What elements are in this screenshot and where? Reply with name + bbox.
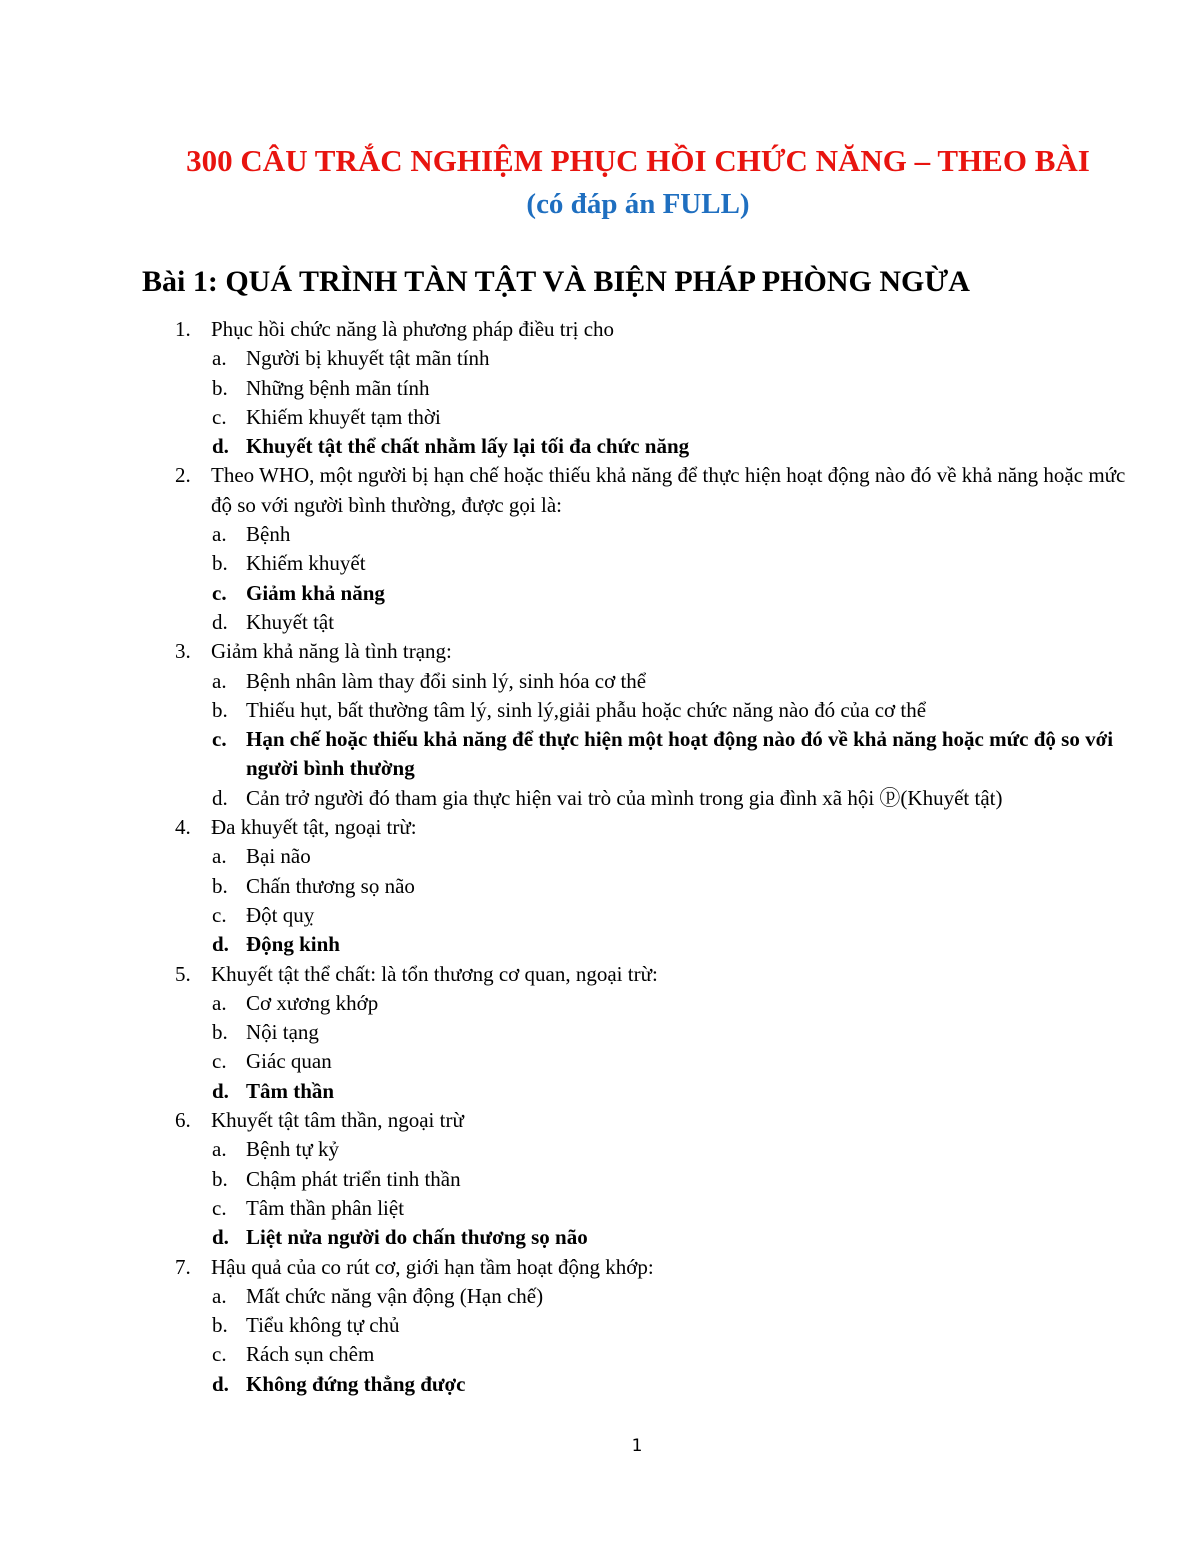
question-stem [0, 315, 1200, 344]
option-text: Khiếm khuyết tạm thời [246, 404, 441, 429]
question-stem [0, 461, 1200, 520]
option-letter: b. [212, 697, 228, 722]
question-text: Khuyết tật tâm thần, ngoại trừ [211, 1108, 464, 1133]
option-text: Khuyết tật [246, 609, 335, 634]
answer-option [0, 1340, 1200, 1369]
option-list [0, 989, 1200, 1106]
question-number: 6. [175, 1108, 191, 1133]
question-item [0, 461, 1200, 637]
question-item [0, 1253, 1200, 1399]
option-list [0, 520, 1200, 637]
answer-option [0, 403, 1200, 432]
option-letter: d. [212, 1078, 229, 1103]
option-letter: b. [212, 1020, 228, 1045]
answer-option [0, 374, 1200, 403]
option-text: Giảm khả năng [246, 580, 385, 605]
option-text: Không đứng thẳng được [246, 1371, 466, 1396]
document-subtitle: (có đáp án FULL) [526, 188, 750, 220]
answer-option [0, 667, 1200, 696]
option-list [0, 667, 1200, 813]
option-text: Tâm thần phân liệt [246, 1195, 405, 1220]
option-text: Tâm thần [246, 1078, 335, 1103]
option-text: Liệt nửa người do chấn thương sọ não [246, 1225, 588, 1250]
option-letter: a. [212, 1283, 227, 1308]
option-text: Bệnh [246, 522, 291, 547]
option-letter: a. [212, 522, 227, 547]
option-letter: a. [212, 668, 227, 693]
question-item [0, 960, 1200, 1106]
option-text: Nội tạng [246, 1020, 319, 1045]
question-text: Khuyết tật thể chất: là tổn thương cơ quan, ngoại trừ: [211, 961, 658, 986]
option-text: Những bệnh mãn tính [246, 375, 430, 400]
option-letter: c. [212, 580, 227, 605]
question-text: Hậu quả của co rút cơ, giới hạn tầm hoạt động khớp: [211, 1254, 654, 1279]
question-number: 2. [175, 463, 191, 488]
question-item [0, 813, 1200, 959]
answer-option [0, 344, 1200, 373]
question-text: Giảm khả năng là tình trạng: [211, 639, 452, 664]
option-letter: a. [212, 346, 227, 371]
question-list [0, 315, 1200, 1399]
option-letter: b. [212, 375, 228, 400]
question-number: 7. [175, 1254, 191, 1279]
question-text: Đa khuyết tật, ngoại trừ: [211, 815, 417, 840]
option-text: Đột quỵ [246, 902, 315, 927]
option-letter: d. [212, 1225, 229, 1250]
option-letter: c. [212, 1195, 227, 1220]
option-letter: a. [212, 990, 227, 1015]
question-stem [0, 1106, 1200, 1135]
answer-option [0, 1135, 1200, 1164]
option-letter: d. [212, 932, 229, 957]
option-text: Giác quan [246, 1049, 332, 1074]
option-letter: c. [212, 902, 227, 927]
question-item [0, 1106, 1200, 1252]
option-text: Cản trở người đó tham gia thực hiện vai trò của mình trong gia đình xã hội ⓟ(Khuyết tật) [246, 785, 1003, 810]
option-text: Hạn chế hoặc thiếu khả năng để thực hiện một hoạt động nào đó về khả năng hoặc mức độ so với người bình thường [246, 727, 1114, 781]
correct-answer-option [0, 1223, 1200, 1252]
page-number: 1 [631, 1436, 643, 1456]
option-letter: a. [212, 844, 227, 869]
option-letter: b. [212, 873, 228, 898]
option-letter: c. [212, 727, 227, 752]
option-text: Bệnh tự kỷ [246, 1137, 340, 1162]
option-letter: a. [212, 1137, 227, 1162]
question-text: Phục hồi chức năng là phương pháp điều trị cho [211, 317, 615, 341]
question-number: 4. [175, 815, 191, 840]
option-text: Mất chức năng vận động (Hạn chế) [246, 1283, 544, 1308]
option-text: Bại não [246, 844, 311, 869]
option-text: Tiểu không tự chủ [246, 1313, 400, 1338]
option-letter: c. [212, 1049, 227, 1074]
option-text: Chấn thương sọ não [246, 873, 415, 898]
correct-answer-option [0, 725, 1200, 784]
option-letter: c. [212, 404, 227, 429]
question-stem [0, 637, 1200, 666]
correct-answer-option [0, 432, 1200, 461]
option-letter: c. [212, 1342, 227, 1367]
lesson-heading: Bài 1: QUÁ TRÌNH TÀN TẬT VÀ BIỆN PHÁP PHÒNG NGỪA [142, 265, 970, 298]
answer-option [0, 549, 1200, 578]
correct-answer-option [0, 930, 1200, 959]
option-list [0, 1135, 1200, 1252]
option-text: Rách sụn chêm [246, 1342, 375, 1367]
question-item [0, 315, 1200, 461]
question-stem [0, 960, 1200, 989]
answer-option [0, 1194, 1200, 1223]
answer-option [0, 872, 1200, 901]
option-letter: d. [212, 785, 228, 810]
question-number: 5. [175, 961, 191, 986]
answer-option [0, 784, 1200, 813]
option-text: Động kinh [246, 932, 340, 957]
question-stem [0, 1253, 1200, 1282]
answer-option [0, 520, 1200, 549]
question-item [0, 637, 1200, 813]
option-list [0, 344, 1200, 461]
option-text: Cơ xương khớp [246, 990, 379, 1015]
option-text: Thiếu hụt, bất thường tâm lý, sinh lý,giải phẫu hoặc chức năng nào đó của cơ thể [246, 697, 927, 722]
option-letter: d. [212, 434, 229, 459]
option-list [0, 1282, 1200, 1399]
correct-answer-option [0, 1370, 1200, 1399]
option-letter: b. [212, 551, 228, 576]
option-text: Bệnh nhân làm thay đổi sinh lý, sinh hóa cơ thể [246, 668, 647, 693]
title-block [0, 140, 1200, 226]
option-letter: b. [212, 1313, 228, 1338]
option-text: Chậm phát triển tinh thần [246, 1166, 461, 1191]
answer-option [0, 842, 1200, 871]
answer-option [0, 901, 1200, 930]
option-text: Khuyết tật thể chất nhằm lấy lại tối đa chức năng [246, 434, 690, 459]
answer-option [0, 1311, 1200, 1340]
question-text: Theo WHO, một người bị hạn chế hoặc thiếu khả năng để thực hiện hoạt động nào đó về khả năng hoặc mức độ so với người bình thường, được gọi là: [211, 463, 1126, 517]
correct-answer-option [0, 1077, 1200, 1106]
option-letter: d. [212, 609, 228, 634]
option-text: Khiếm khuyết [246, 551, 366, 576]
question-stem [0, 813, 1200, 842]
option-letter: d. [212, 1371, 229, 1396]
answer-option [0, 989, 1200, 1018]
option-text: Người bị khuyết tật mãn tính [246, 346, 490, 371]
answer-option [0, 1165, 1200, 1194]
answer-option [0, 696, 1200, 725]
option-list [0, 842, 1200, 959]
question-number: 1. [175, 317, 191, 341]
answer-option [0, 1018, 1200, 1047]
option-letter: b. [212, 1166, 228, 1191]
answer-option [0, 1282, 1200, 1311]
question-number: 3. [175, 639, 191, 664]
answer-option [0, 1047, 1200, 1076]
correct-answer-option [0, 579, 1200, 608]
document-title: 300 CÂU TRẮC NGHIỆM PHỤC HỒI CHỨC NĂNG – THEO BÀI [186, 143, 1090, 178]
answer-option [0, 608, 1200, 637]
